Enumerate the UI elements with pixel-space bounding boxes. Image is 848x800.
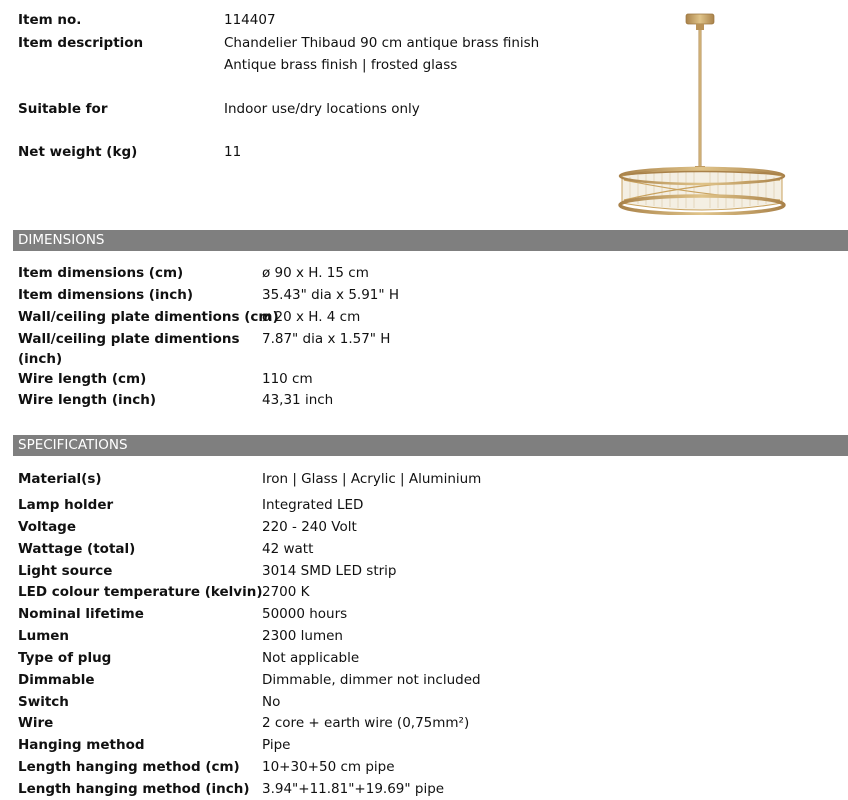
item-number-label: Item no. — [18, 12, 82, 28]
dimension-label: Item dimensions (cm) — [18, 265, 184, 281]
net-weight-value: 11 — [224, 144, 242, 160]
spec-label: Hanging method — [18, 737, 145, 753]
spec-value: 3014 SMD LED strip — [262, 563, 397, 579]
spec-label: Wattage (total) — [18, 541, 136, 557]
spec-label: Voltage — [18, 519, 76, 535]
dimension-value: ø 20 x H. 4 cm — [262, 309, 361, 325]
spec-value: 2700 K — [262, 584, 310, 600]
spec-label: Type of plug — [18, 650, 112, 666]
spec-value: 10+30+50 cm pipe — [262, 759, 395, 775]
dimension-label: Item dimensions (inch) — [18, 287, 193, 303]
spec-value: Pipe — [262, 737, 291, 753]
net-weight-label: Net weight (kg) — [18, 144, 138, 160]
spec-label: Dimmable — [18, 672, 95, 688]
spec-value: No — [262, 694, 281, 710]
dimensions-section-header: DIMENSIONS — [13, 230, 848, 251]
dimension-value: 7.87" dia x 1.57" H — [262, 331, 391, 347]
spec-value: Dimmable, dimmer not included — [262, 672, 481, 688]
spec-label: Lamp holder — [18, 497, 114, 513]
spec-label: Length hanging method (cm) — [18, 759, 240, 775]
spec-value: 2300 lumen — [262, 628, 343, 644]
spec-label: Lumen — [18, 628, 70, 644]
spec-label: Wire — [18, 715, 54, 731]
dimension-label: Wire length (cm) — [18, 371, 147, 387]
spec-label: Length hanging method (inch) — [18, 781, 250, 797]
spec-label: Light source — [18, 563, 113, 579]
specifications-section-header: SPECIFICATIONS — [13, 435, 848, 456]
spec-value: Not applicable — [262, 650, 360, 666]
dimension-label-continued: (inch) — [18, 351, 63, 367]
dimension-value: ø 90 x H. 15 cm — [262, 265, 369, 281]
chandelier-product-image — [612, 10, 792, 215]
item-description-label: Item description — [18, 35, 144, 51]
item-description-value-2: Antique brass finish | frosted glass — [224, 57, 458, 73]
dimension-value: 43,31 inch — [262, 392, 334, 408]
spec-label: Switch — [18, 694, 69, 710]
item-description-value: Chandelier Thibaud 90 cm antique brass finish — [224, 35, 540, 51]
spec-value: 220 - 240 Volt — [262, 519, 357, 535]
dimension-label: Wire length (inch) — [18, 392, 157, 408]
dimension-label: Wall/ceiling plate dimentions — [18, 331, 240, 347]
spec-label: Material(s) — [18, 471, 102, 487]
dimension-value: 35.43" dia x 5.91" H — [262, 287, 400, 303]
dimension-label: Wall/ceiling plate dimentions (cm) — [18, 309, 279, 325]
suitable-for-value: Indoor use/dry locations only — [224, 101, 420, 117]
spec-label: Nominal lifetime — [18, 606, 144, 622]
spec-value: 2 core + earth wire (0,75mm²) — [262, 715, 470, 731]
spec-value: Integrated LED — [262, 497, 364, 513]
suitable-for-label: Suitable for — [18, 101, 108, 117]
spec-value: 3.94"+11.81"+19.69" pipe — [262, 781, 445, 797]
spec-value: 42 watt — [262, 541, 314, 557]
dimension-value: 110 cm — [262, 371, 313, 387]
spec-label: LED colour temperature (kelvin) — [18, 584, 263, 600]
spec-value: Iron | Glass | Acrylic | Aluminium — [262, 471, 482, 487]
spec-value: 50000 hours — [262, 606, 348, 622]
item-number-value: 114407 — [224, 12, 276, 28]
